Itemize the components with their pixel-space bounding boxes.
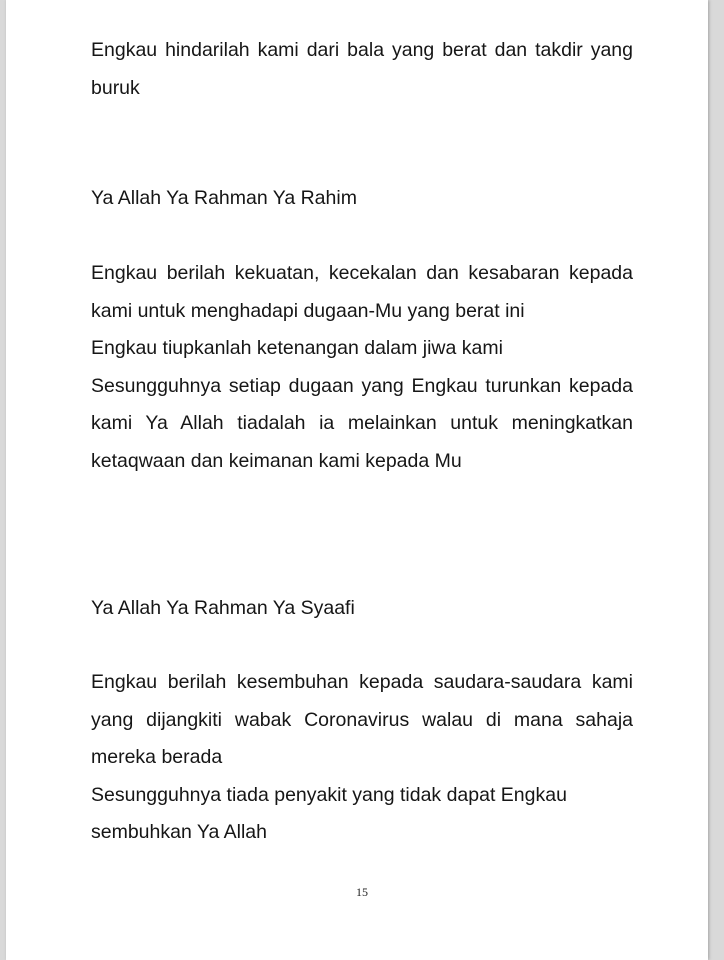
invocation-rahim	[91, 180, 633, 218]
text-line: Engkau tiupkanlah ketenangan dalam jiwa kami	[91, 337, 503, 359]
paragraph-protection	[91, 32, 633, 107]
paragraph-healing	[91, 664, 633, 852]
text-line: Sesungguhnya tiada penyakit yang tidak dapat Engkau sembuhkan Ya Allah	[91, 783, 567, 843]
text-line: Engkau berilah kekuatan, kecekalan dan kesabaran kepada kami untuk menghadapi dugaan-Mu yang berat ini	[91, 262, 633, 322]
text-line: Ya Allah Ya Rahman Ya Rahim	[91, 187, 357, 209]
text-line: Ya Allah Ya Rahman Ya Syaafi	[91, 597, 355, 619]
text-line: Sesungguhnya setiap dugaan yang Engkau turunkan kepada kami Ya Allah tiadalah ia melainkan untuk meningkatkan ketaqwaan dan keimanan kami kepada Mu	[91, 374, 633, 472]
text-line: Engkau hindarilah kami dari bala yang berat dan takdir yang buruk	[91, 39, 633, 99]
paragraph-strength	[91, 255, 633, 480]
page-number: 15	[356, 885, 368, 899]
text-line: Engkau berilah kesembuhan kepada saudara-saudara kami yang dijangkiti wabak Coronavirus walau di mana sahaja mereka berada	[91, 671, 633, 768]
invocation-syaafi	[91, 590, 633, 628]
